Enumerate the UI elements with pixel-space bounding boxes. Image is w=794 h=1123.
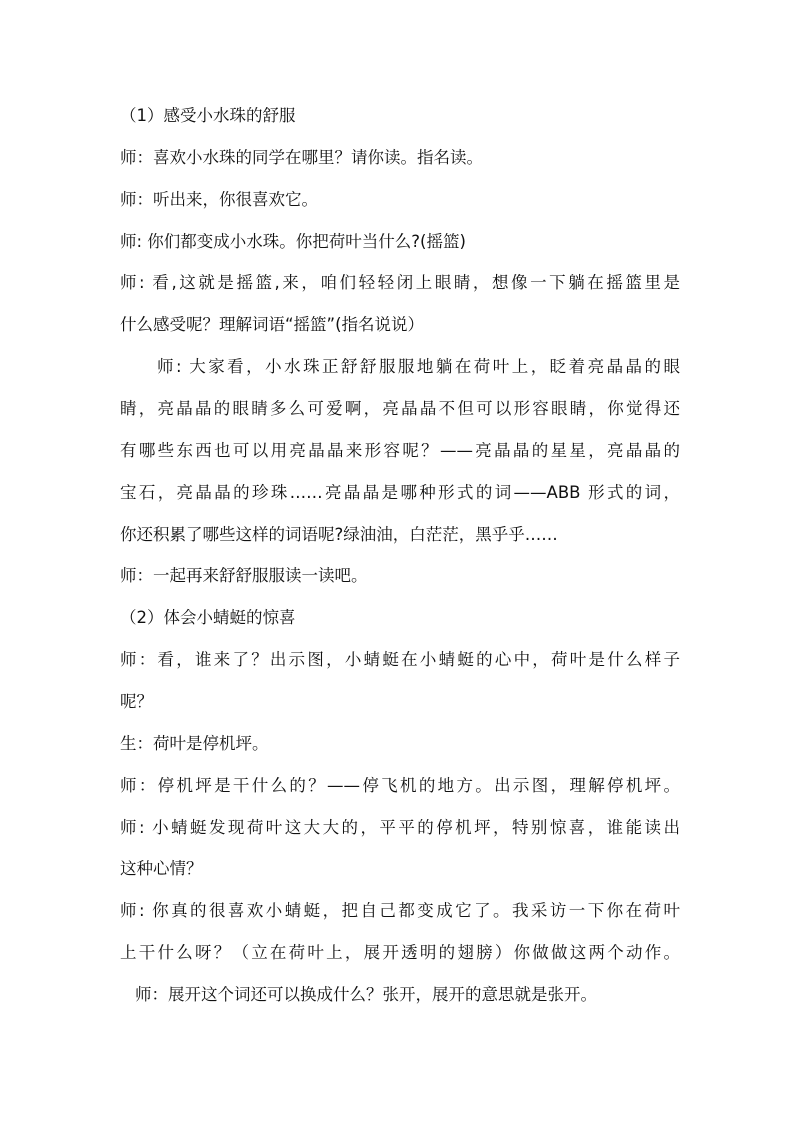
paragraph-line: 师：喜欢小水珠的同学在哪里？请你读。指名读。 bbox=[120, 148, 483, 167]
paragraph-line: 上干什么呀？（立在荷叶上，展开透明的翅膀）你做做这两个动作。 bbox=[120, 943, 680, 962]
paragraph-line: 有哪些东西也可以用亮晶晶来形容呢？——亮晶晶的星星，亮晶晶的 bbox=[120, 441, 680, 460]
paragraph-line: 师: 你真的很喜欢小蜻蜓，把自己都变成它了。我采访一下你在荷叶 bbox=[120, 901, 680, 920]
paragraph-line: 师：停机坪是干什么的？——停飞机的地方。出示图，理解停机坪。 bbox=[120, 776, 680, 795]
paragraph-line: 师：一起再来舒舒服服读一读吧。 bbox=[120, 566, 368, 585]
paragraph-line: 师: 你们都变成小水珠。你把荷叶当什么?(摇篮) bbox=[120, 232, 466, 251]
section-heading-2: （2）体会小蜻蜓的惊喜 bbox=[120, 608, 296, 627]
paragraph-line: 你还积累了哪些这样的词语呢?绿油油，白茫茫，黑乎乎…… bbox=[120, 525, 558, 544]
paragraph-line: 师: 看,这就是摇篮,来，咱们轻轻闭上眼睛，想像一下躺在摇篮里是 bbox=[120, 273, 680, 292]
paragraph-line: 呢？ bbox=[120, 692, 153, 711]
paragraph-line: 师：看，谁来了？出示图，小蜻蜓在小蜻蜓的心中，荷叶是什么样子 bbox=[120, 650, 680, 669]
paragraph-line: 什么感受呢？理解词语“摇篮”(指名说说） bbox=[120, 315, 425, 334]
paragraph-line: 生：荷叶是停机坪。 bbox=[120, 734, 269, 753]
paragraph-line: 师：听出来，你很喜欢它。 bbox=[120, 190, 318, 209]
paragraph-line: 这种心情？ bbox=[120, 859, 203, 878]
section-heading-1: （1）感受小水珠的舒服 bbox=[120, 106, 296, 125]
paragraph-line-indented: 师：展开这个词还可以换成什么？张开，展开的意思就是张开。 bbox=[135, 985, 597, 1004]
paragraph-line-indented: 师: 大家看，小水珠正舒舒服服地躺在荷叶上，眨着亮晶晶的眼 bbox=[157, 357, 680, 376]
paragraph-line: 宝石，亮晶晶的珍珠……亮晶晶是哪种形式的词——ABB 形式的词， bbox=[120, 483, 680, 502]
paragraph-line: 师: 小蜻蜓发现荷叶这大大的，平平的停机坪，特别惊喜，谁能读出 bbox=[120, 818, 680, 837]
paragraph-line: 睛，亮晶晶的眼睛多么可爱啊，亮晶晶不但可以形容眼睛，你觉得还 bbox=[120, 399, 680, 418]
